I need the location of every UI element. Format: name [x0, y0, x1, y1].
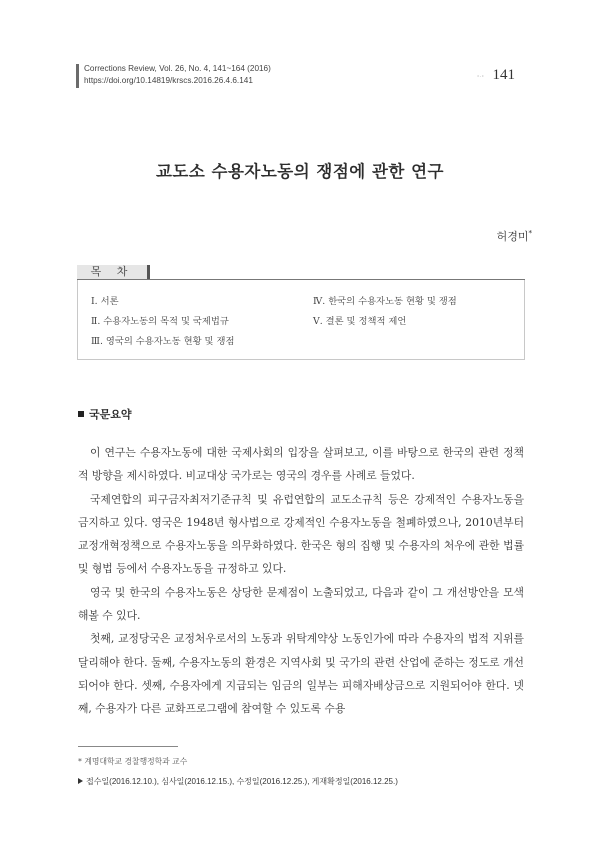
- abstract-heading-label: 국문요약: [89, 408, 132, 421]
- toc-item[interactable]: Ⅳ. 한국의 수용자노동 현황 및 쟁점: [313, 296, 457, 307]
- toc-item[interactable]: Ⅰ. 서론: [91, 296, 119, 307]
- footnote-dates: [78, 776, 398, 787]
- abstract-body: [78, 441, 524, 721]
- footnote-dates-text: 접수일(2016.12.10.), 심사일(2016.12.15.), 수정일(2016.12.25.), 게재확정일(2016.12.25.): [86, 777, 398, 786]
- author-footnote-mark: *: [528, 229, 532, 238]
- paper-title: 교도소 수용자노동의 쟁점에 관한 연구: [155, 162, 444, 181]
- abstract-paragraph: 첫째, 교정당국은 교정처우로서의 노동과 위탁계약상 노동인가에 따라 수용자의 법적 지위를 달리해야 한다. 둘째, 수용자노동의 환경은 지역사회 및 국가의 관련 산업에 준하는 정도로 개선되어야 한다. 셋째, 수용자에게 지급되는 임금의 일부는 피해자배상금으로 지원되어야 한다. 넷째, 수용자가 다른 교화프로그램에 참여할 수 있도록 수용: [78, 632, 524, 716]
- toc-heading: 목 차: [77, 265, 150, 279]
- abstract-paragraph: 이 연구는 수용자노동에 대한 국제사회의 입장을 살펴보고, 이를 바탕으로 한국의 관련 정책적 방향을 제시하였다. 비교대상 국가로는 영국의 경우를 사례로 들었다.: [78, 446, 524, 483]
- toc-rule: [77, 279, 525, 280]
- toc-right-column: [313, 297, 457, 337]
- journal-citation: Corrections Review, Vol. 26, No. 4, 141~164 (2016): [84, 64, 271, 73]
- toc-item[interactable]: Ⅲ. 영국의 수용자노동 현황 및 쟁점: [91, 336, 235, 347]
- footnote-divider: [78, 746, 178, 747]
- page-number-group: [477, 67, 515, 84]
- toc-item[interactable]: Ⅴ. 결론 및 정책적 제언: [313, 316, 407, 327]
- page-number: 141: [492, 67, 515, 83]
- abstract-paragraph: 영국 및 한국의 수용자노동은 상당한 문제점이 노출되었고, 다음과 같이 그 개선방안을 모색해볼 수 있다.: [78, 585, 524, 623]
- author-name: 허경미: [496, 230, 529, 243]
- toc-left-column: [91, 297, 234, 357]
- abstract-paragraph: 국제연합의 피구금자최저기준규칙 및 유럽연합의 교도소규칙 등은 강제적인 수용자노동을 금지하고 있다. 영국은 1948년 형사법으로 강제적인 수용자노동을 철폐하였으나, 2010년부터 교정개혁정책으로 수용자노동을 의무화하였다. 한국은 형의 집행 및 수용자의 처우에 관한 법률 및 형법 등에서 수용자노동을 규정하고 있다.: [78, 492, 524, 576]
- footnote-affiliation: * 계명대학교 경찰행정학과 교수: [78, 757, 188, 766]
- page-marker: •-•: [477, 73, 485, 78]
- doi-link[interactable]: https://doi.org/10.14819/krscs.2016.26.4.6.141: [84, 76, 253, 85]
- toc-item[interactable]: Ⅱ. 수용자노동의 목적 및 국제법규: [91, 316, 229, 327]
- author: [497, 228, 532, 244]
- journal-meta: [84, 63, 271, 87]
- table-of-contents: [77, 265, 525, 361]
- abstract-heading: [78, 406, 132, 422]
- triangle-bullet-icon: [78, 778, 83, 784]
- square-bullet-icon: [78, 411, 84, 417]
- header-bar: [76, 64, 79, 88]
